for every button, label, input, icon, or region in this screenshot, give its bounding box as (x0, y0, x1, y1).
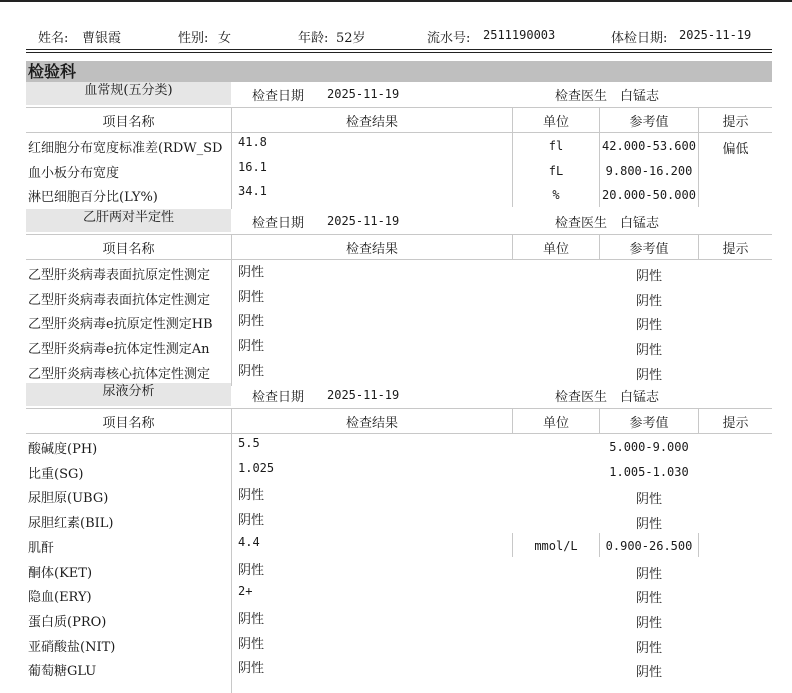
item-name: 亚硝酸盐(NIT) (28, 639, 116, 655)
check-date: 2025-11-19 (327, 388, 400, 402)
item-reference: 42.000-53.600 (602, 139, 696, 153)
item-name: 酮体(KET) (28, 565, 93, 581)
col-header-result: 检查结果 (345, 416, 398, 431)
col-header-unit: 单位 (542, 242, 569, 257)
column-divider (599, 107, 600, 133)
table-rule (26, 234, 772, 235)
table-rule (26, 433, 772, 434)
item-reference: 阴性 (635, 640, 662, 656)
item-reference: 阴性 (635, 615, 662, 631)
header-rule-2 (26, 52, 772, 53)
col-header-hint: 提示 (722, 115, 749, 130)
item-name: 尿胆原(UBG) (28, 491, 109, 507)
table-rule (26, 107, 772, 108)
section-title: 血常规(五分类) (26, 82, 231, 105)
item-reference: 阴性 (635, 591, 662, 607)
item-name: 红细胞分布宽度标准差(RDW_SD (28, 141, 223, 156)
col-header-reference: 参考值 (629, 242, 669, 257)
item-reference: 20.000-50.000 (602, 188, 696, 203)
doctor-name: 白锰志 (620, 390, 660, 405)
item-result: 阴性 (238, 265, 265, 280)
item-result: 阴性 (238, 289, 265, 305)
item-result: 阴性 (238, 562, 265, 578)
col-header-item: 项目名称 (102, 115, 155, 130)
item-result: 阴性 (238, 488, 265, 504)
check-date: 2025-11-19 (327, 87, 400, 101)
item-result: 阴性 (238, 611, 265, 627)
section-title: 尿液分析 (26, 383, 231, 406)
column-divider (512, 234, 513, 260)
check-date-label: 检查日期 (252, 216, 305, 231)
item-name: 乙型肝炎病毒e抗原定性测定HB (28, 317, 213, 333)
item-result: 2+ (238, 584, 253, 599)
patient-age-label: 年龄: (298, 31, 329, 46)
item-name: 淋巴细胞百分比(LY%) (28, 190, 158, 206)
col-header-hint: 提示 (722, 416, 749, 431)
item-unit: fl (548, 139, 564, 153)
item-unit: % (552, 188, 560, 203)
header-rule (26, 49, 772, 50)
item-hint: 偏低 (722, 142, 749, 157)
cell-divider (512, 158, 513, 183)
col-header-unit: 单位 (542, 416, 569, 431)
column-divider (512, 107, 513, 133)
item-name: 葡萄糖GLU (28, 664, 97, 680)
cell-divider (512, 133, 513, 158)
col-header-reference: 参考值 (629, 416, 669, 431)
exam-date: 2025-11-19 (679, 28, 752, 42)
item-reference: 9.800-16.200 (605, 163, 693, 178)
col-header-unit: 单位 (542, 115, 569, 130)
department-title: 检验科 (26, 61, 772, 82)
serial-label: 流水号: (427, 31, 471, 46)
item-name: 乙型肝炎病毒e抗体定性测定An (28, 342, 210, 358)
cell-divider (698, 182, 699, 207)
item-reference: 1.005-1.030 (609, 464, 689, 479)
item-name: 肌酐 (28, 540, 55, 556)
col-header-result: 检查结果 (345, 115, 398, 130)
item-result: 34.1 (238, 184, 267, 199)
patient-name: 曹银霞 (82, 31, 122, 46)
item-reference: 阴性 (635, 318, 662, 334)
col-header-result: 检查结果 (345, 242, 398, 257)
item-result: 16.1 (238, 159, 267, 174)
item-reference: 0.900-26.500 (605, 538, 693, 553)
item-name: 乙型肝炎病毒表面抗原定性测定 (28, 268, 211, 283)
patient-sex-label: 性别: (178, 31, 209, 46)
doctor-label: 检查医生 (555, 390, 608, 405)
col-header-item: 项目名称 (102, 416, 155, 431)
item-unit: fL (548, 163, 564, 178)
section-title: 乙肝两对半定性 (26, 209, 231, 232)
table-rule (26, 259, 772, 260)
column-divider (698, 107, 699, 133)
doctor-label: 检查医生 (555, 89, 608, 104)
item-name: 乙型肝炎病毒表面抗体定性测定 (28, 292, 211, 308)
item-name: 蛋白质(PRO) (28, 614, 107, 630)
exam-date-label: 体检日期: (611, 31, 668, 46)
item-result: 阴性 (238, 661, 265, 677)
column-divider (512, 408, 513, 434)
item-reference: 阴性 (635, 517, 662, 533)
item-reference: 阴性 (635, 269, 662, 284)
item-reference: 5.000-9.000 (609, 440, 689, 454)
item-name: 尿胆红素(BIL) (28, 516, 114, 532)
item-result: 阴性 (238, 314, 265, 330)
cell-divider (512, 533, 513, 558)
item-reference: 阴性 (635, 492, 662, 508)
doctor-label: 检查医生 (555, 216, 608, 231)
check-date-label: 检查日期 (252, 89, 305, 104)
item-name: 乙型肝炎病毒核心抗体定性测定 (28, 366, 211, 382)
col-header-item: 项目名称 (102, 242, 155, 257)
item-reference: 阴性 (635, 343, 662, 359)
check-date-label: 检查日期 (252, 390, 305, 405)
col-header-reference: 参考值 (629, 115, 669, 130)
cell-divider (512, 182, 513, 207)
item-reference: 阴性 (635, 665, 662, 681)
cell-divider (698, 158, 699, 183)
item-result: 41.8 (238, 135, 267, 149)
item-result: 阴性 (238, 363, 265, 379)
item-name: 隐血(ERY) (28, 590, 92, 606)
item-result: 5.5 (238, 436, 260, 450)
table-rule (26, 132, 772, 133)
serial-number: 2511190003 (483, 28, 556, 42)
item-reference: 阴性 (635, 293, 662, 309)
patient-name-label: 姓名: (38, 31, 69, 46)
column-divider (231, 234, 232, 386)
item-reference: 阴性 (635, 566, 662, 582)
item-result: 阴性 (238, 513, 265, 529)
column-divider (698, 408, 699, 434)
item-name: 酸碱度(PH) (28, 442, 98, 457)
patient-sex: 女 (218, 31, 232, 46)
patient-age: 52岁 (336, 31, 366, 46)
column-divider (599, 234, 600, 260)
item-result: 阴性 (238, 339, 265, 355)
column-divider (231, 408, 232, 693)
top-border (0, 0, 792, 2)
item-result: 阴性 (238, 636, 265, 652)
cell-divider (698, 533, 699, 558)
col-header-hint: 提示 (722, 242, 749, 257)
table-rule (26, 408, 772, 409)
item-unit: mmol/L (534, 538, 578, 553)
item-reference: 阴性 (635, 367, 662, 383)
item-name: 比重(SG) (28, 466, 84, 482)
check-date: 2025-11-19 (327, 214, 400, 228)
item-result: 1.025 (238, 460, 275, 475)
doctor-name: 白锰志 (620, 216, 660, 231)
column-divider (231, 107, 232, 209)
doctor-name: 白锰志 (620, 89, 660, 104)
column-divider (599, 408, 600, 434)
item-name: 血小板分布宽度 (28, 165, 120, 181)
item-result: 4.4 (238, 534, 260, 549)
column-divider (698, 234, 699, 260)
